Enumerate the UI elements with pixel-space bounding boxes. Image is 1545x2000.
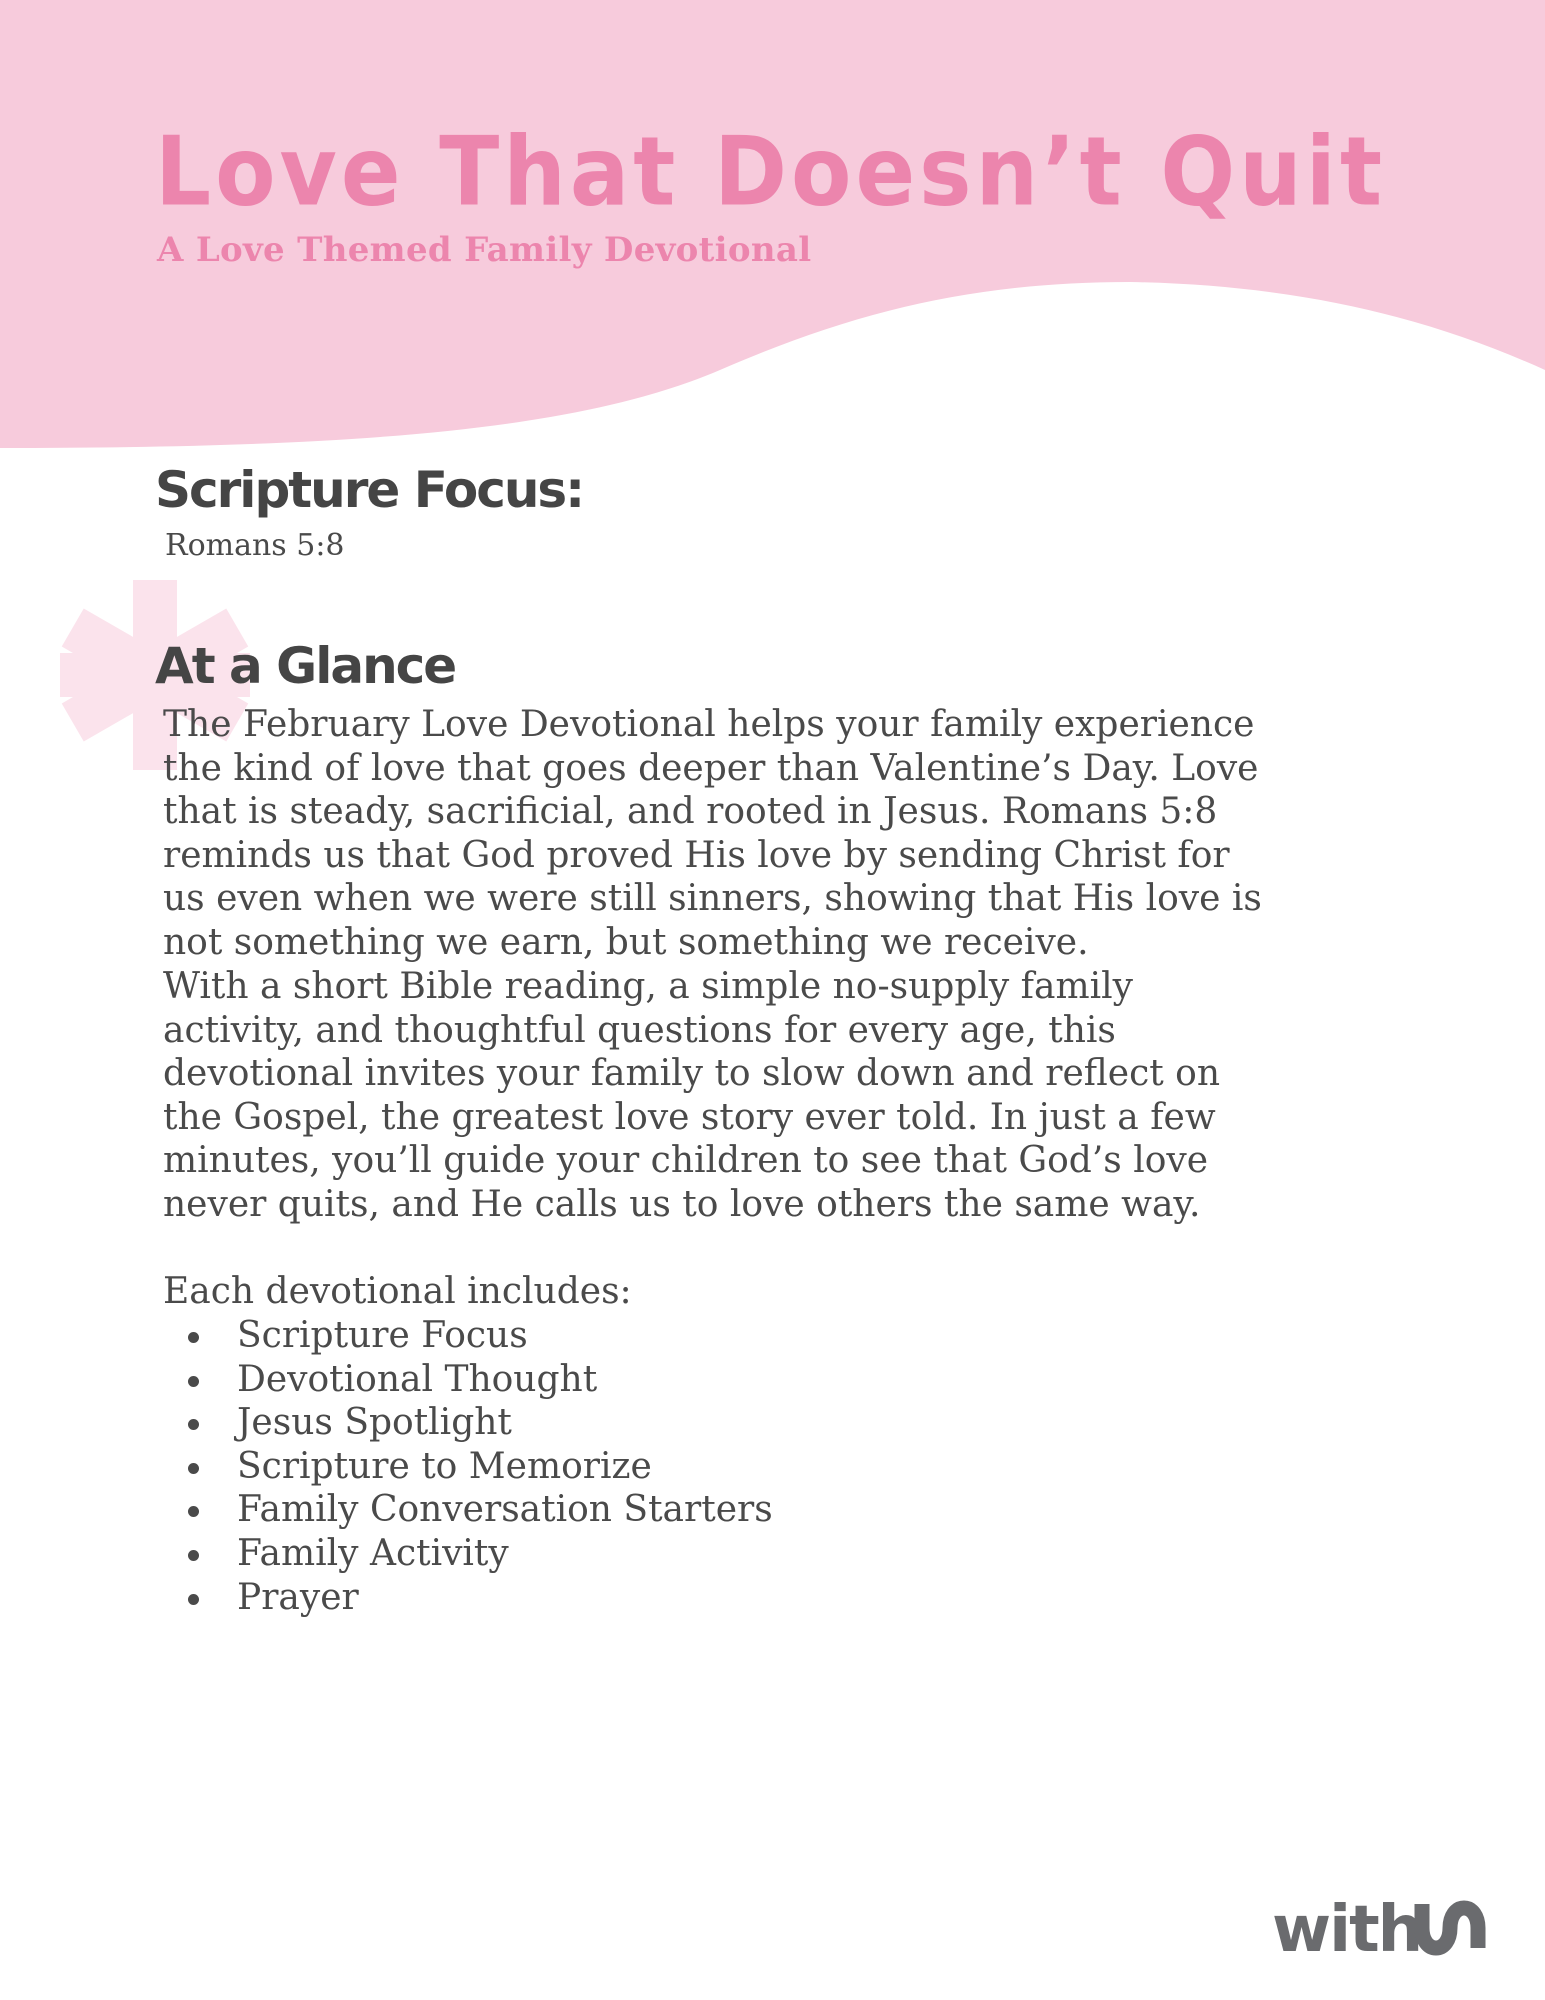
paragraph-line: minutes, you’ll guide your children to see that God’s love xyxy=(163,1140,1209,1182)
includes-list xyxy=(163,1314,773,1619)
glance-paragraph-1 xyxy=(163,703,1383,965)
bullet-icon xyxy=(188,1332,199,1343)
bullet-icon xyxy=(188,1506,199,1517)
paragraph-line: not something we earn, but something we receive. xyxy=(163,921,1089,963)
paragraph-line: us even when we were still sinners, showing that His love is xyxy=(163,878,1262,920)
logo-text: with xyxy=(1272,1894,1422,1958)
paragraph-line: reminds us that God proved His love by sending Christ for xyxy=(163,834,1230,876)
page-title: Love That Doesn’t Quit xyxy=(155,115,1387,228)
list-item xyxy=(163,1488,773,1532)
list-item xyxy=(163,1576,773,1620)
list-item xyxy=(163,1401,773,1445)
page-subtitle: A Love Themed Family Devotional xyxy=(157,230,812,270)
paragraph-line: The February Love Devotional helps your family experience xyxy=(163,704,1255,745)
list-item xyxy=(163,1445,773,1489)
bullet-icon xyxy=(188,1594,199,1605)
paragraph-line: With a short Bible reading, a simple no-supply family xyxy=(163,966,1133,1007)
paragraph-line: the Gospel, the greatest love story ever told. In just a few xyxy=(163,1096,1216,1138)
includes-intro: Each devotional includes: xyxy=(163,1271,632,1312)
glance-paragraph-2 xyxy=(163,965,1383,1227)
list-item-label: Devotional Thought xyxy=(237,1358,598,1400)
paragraph-line: never quits, and He calls us to love others the same way. xyxy=(163,1183,1201,1225)
list-item-label: Scripture to Memorize xyxy=(237,1445,652,1487)
list-item xyxy=(163,1314,773,1358)
paragraph-line: the kind of love that goes deeper than Valentine’s Day. Love xyxy=(163,747,1259,789)
list-item-label: Family Conversation Starters xyxy=(237,1489,773,1531)
list-item xyxy=(163,1358,773,1402)
list-item-label: Family Activity xyxy=(237,1532,509,1574)
at-a-glance-heading: At a Glance xyxy=(155,637,456,695)
paragraph-line: that is steady, sacrificial, and rooted in Jesus. Romans 5:8 xyxy=(163,791,1218,833)
list-item-label: Jesus Spotlight xyxy=(237,1402,512,1444)
bullet-icon xyxy=(188,1419,199,1430)
list-item-label: Scripture Focus xyxy=(237,1315,528,1356)
wave-u-logo-icon xyxy=(1422,1904,1478,1948)
bullet-icon xyxy=(188,1550,199,1561)
paragraph-line: devotional invites your family to slow down and reflect on xyxy=(163,1053,1221,1095)
bullet-icon xyxy=(188,1463,199,1474)
withu-logo xyxy=(1272,1894,1504,1958)
list-item-label: Prayer xyxy=(237,1576,359,1618)
scripture-focus-heading: Scripture Focus: xyxy=(155,461,584,519)
list-item xyxy=(163,1532,773,1576)
bullet-icon xyxy=(188,1376,199,1387)
scripture-reference: Romans 5:8 xyxy=(165,528,345,563)
paragraph-line: activity, and thoughtful questions for every age, this xyxy=(163,1009,1116,1051)
